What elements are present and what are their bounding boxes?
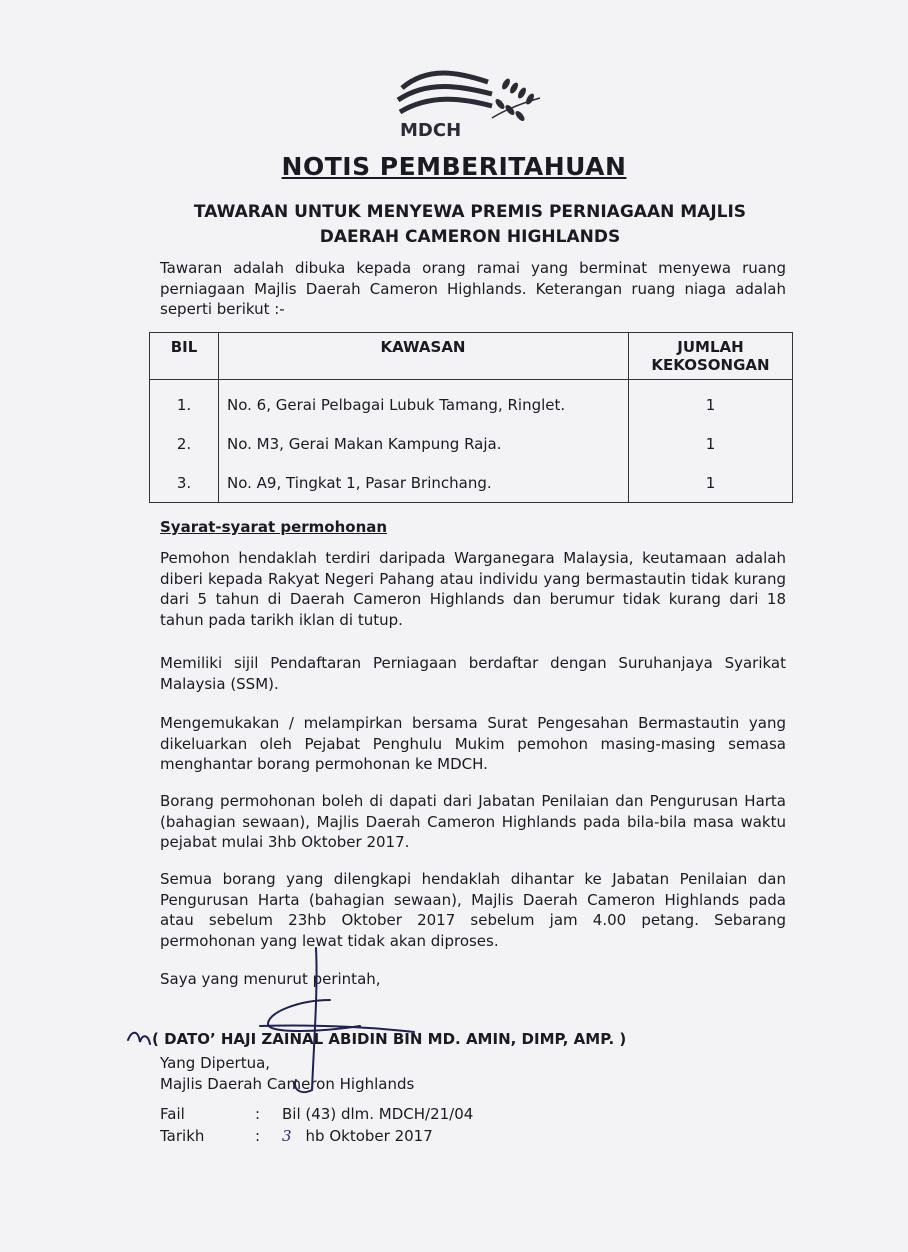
table-row — [150, 424, 793, 463]
header-kawasan: KAWASAN — [219, 333, 629, 380]
header-jumlah: JUMLAH KEKOSONGAN — [629, 333, 793, 380]
row-jumlah: 1 — [629, 380, 793, 425]
signer-organisation: Majlis Daerah Cameron Highlands — [160, 1075, 415, 1093]
condition-paragraph: Pemohon hendaklah terdiri daripada Warganegara Malaysia, keutamaan adalah diberi kepada Rakyat Negeri Pahang atau individu yang bermastautin tidak kurang dari 5 tahun di Daerah Cameron Highlands dan berumur tidak kurang dari 18 tahun pada tarikh iklan di tutup. — [160, 549, 786, 629]
notice-title: NOTIS PEMBERITAHUAN — [281, 152, 627, 181]
row-jumlah: 1 — [629, 463, 793, 503]
table-header-row — [150, 333, 793, 380]
signer-position: Yang Dipertua, — [160, 1054, 271, 1072]
tarikh-label: Tarikh — [160, 1127, 205, 1145]
row-kawasan: No. M3, Gerai Makan Kampung Raja. — [219, 424, 629, 463]
condition-paragraph: Memiliki sijil Pendaftaran Perniagaan berdaftar dengan Suruhanjaya Syarikat Malaysia (SSM). — [160, 654, 786, 693]
mdch-logo — [388, 58, 548, 142]
condition-paragraph: Borang permohonan boleh di dapati dari Jabatan Penilaian dan Pengurusan Harta (bahagian sewaan), Majlis Daerah Cameron Highlands pada bila-bila masa waktu pejabat mulai 3hb Oktober 2017. — [160, 792, 786, 851]
condition-paragraph: Semua borang yang dilengkapi hendaklah dihantar ke Jabatan Penilaian dan Pengurusan Harta (bahagian sewaan), Majlis Daerah Cameron Highlands pada atau sebelum 23hb Oktober 2017 sebelum jam 4.00 petang. Sebarang permohonan yang lewat tidak akan diproses. — [160, 870, 786, 950]
svg-text:MDCH: MDCH — [400, 120, 462, 141]
intro-paragraph: Tawaran adalah dibuka kepada orang ramai yang berminat menyewa ruang perniagaan Majlis Daerah Cameron Highlands. Keterangan ruang niaga adalah seperti berikut :- — [160, 259, 786, 318]
table-row — [150, 463, 793, 503]
table-row — [150, 380, 793, 425]
row-kawasan: No. A9, Tingkat 1, Pasar Brinchang. — [219, 463, 629, 503]
fail-label: Fail — [160, 1105, 185, 1123]
conditions-heading: Syarat-syarat permohonan — [160, 518, 388, 536]
fail-value: Bil (43) dlm. MDCH/21/04 — [282, 1105, 474, 1123]
notice-subtitle — [130, 200, 810, 250]
row-kawasan: No. 6, Gerai Pelbagai Lubuk Tamang, Ringlet. — [219, 380, 629, 425]
signer-name: ( DATO’ HAJI ZAINAL ABIDIN BIN MD. AMIN, DIMP, AMP. ) — [152, 1030, 627, 1048]
subtitle-line-2: DAERAH CAMERON HIGHLANDS — [319, 227, 621, 247]
closing-line: Saya yang menurut perintah, — [160, 970, 381, 988]
condition-paragraph: Mengemukakan / melampirkan bersama Surat Pengesahan Bermastautin yang dikeluarkan oleh Pejabat Penghulu Mukim pemohon masing-masing semasa menghantar borang permohonan ke MDCH. — [160, 714, 786, 773]
row-bil: 1. — [150, 380, 219, 425]
header-bil: BIL — [150, 333, 219, 380]
row-jumlah: 1 — [629, 424, 793, 463]
tarikh-day-handwritten: 3 — [282, 1127, 292, 1145]
subtitle-line-1: TAWARAN UNTUK MENYEWA PREMIS PERNIAGAAN MAJLIS — [193, 202, 747, 222]
fail-colon: : — [255, 1105, 261, 1123]
row-bil: 2. — [150, 424, 219, 463]
row-bil: 3. — [150, 463, 219, 503]
premises-table — [149, 332, 793, 503]
tarikh-value: 3 hb Oktober 2017 — [282, 1127, 433, 1145]
tarikh-colon: : — [255, 1127, 261, 1145]
